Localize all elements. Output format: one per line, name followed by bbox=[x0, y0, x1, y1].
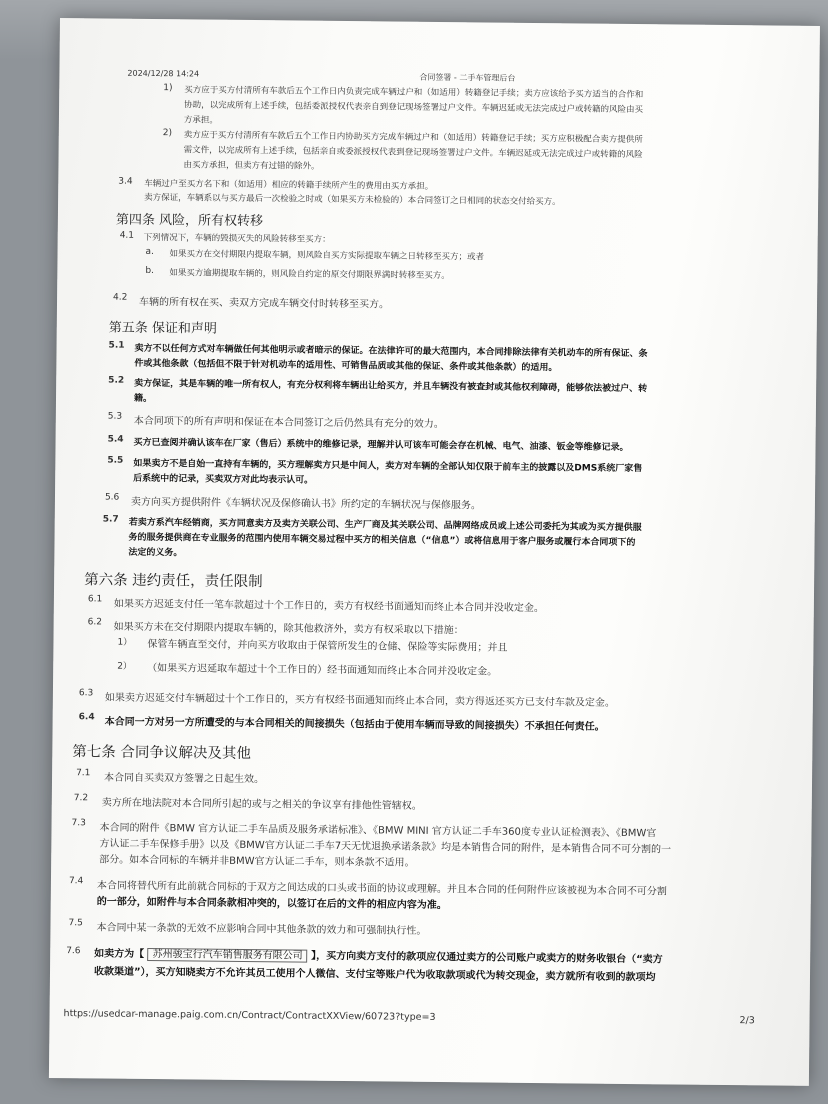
clause-number: 7.5 bbox=[68, 918, 83, 929]
item-number: 2) bbox=[162, 128, 173, 139]
clause-text: 本合同项下的所有声明和保证在本合同签订之后仍然具有充分的效力。 bbox=[133, 415, 444, 431]
clause-number: 7.6 bbox=[66, 946, 81, 957]
clause-text: 本合同的附件《BMW 官方认证二手车品质及服务承诺标准》、《BMW MINI 官方认证二手车360度专业认证检测表》、《BMW官 bbox=[99, 822, 657, 840]
clause-number: 4.1 bbox=[119, 230, 135, 241]
item-number: 1) bbox=[163, 83, 173, 94]
article-heading: 第七条 合同争议解决及其他 bbox=[72, 744, 251, 763]
clause-number: 7.1 bbox=[76, 768, 91, 779]
clause-text: 后系统中的记录，买卖双方对此均表示认可。 bbox=[133, 473, 314, 486]
clause-text: 收款渠道”），买方知晓卖方不允许其员工使用个人微信、支付宝等账户代为收取款项或代为转交现金，卖方就所有收到的款项均 bbox=[93, 966, 656, 984]
clause-text: 协助，以完成所有上述手续，包括委派授权代表亲自到登记现场签署过户文件。车辆迟延或无法完成过户或转籍的风险由买 bbox=[184, 100, 644, 116]
clause-text: 方认证二手车保修手册》以及《BMW官方认证二手车7天无忧退换承诺条款》均是本销售合同的附件，是本销售合同不可分割的一 bbox=[99, 838, 672, 856]
page-url: https://usedcar-manage.paig.com.cn/Contract/ContractXXView/60723?type=3 bbox=[63, 1008, 436, 1023]
item-number: 2） bbox=[117, 661, 132, 672]
clause-number: 7.4 bbox=[68, 876, 84, 887]
clause-number: 7.3 bbox=[71, 818, 86, 829]
clause-number: 5.7 bbox=[102, 514, 119, 525]
print-datetime: 2024/12/28 14:24 bbox=[127, 68, 200, 79]
clause-text: 本合同将替代所有此前就合同标的于双方之间达成的口头或书面的协议或理解。并且本合同的任何附件应该被视为本合同不可分割 bbox=[96, 880, 667, 898]
item-number: a. bbox=[145, 246, 154, 257]
clause-text: 买方已查阅并确认该车在厂家（售后）系统中的维修记录，理解并认可该车可能会存在机械、电气、油漆、钣金等维修记录。 bbox=[133, 437, 629, 453]
clause-number: 5.4 bbox=[107, 434, 124, 445]
clause-number: 5.3 bbox=[107, 411, 123, 422]
clause-number: 6.1 bbox=[87, 594, 103, 605]
clause-number: 5.1 bbox=[108, 340, 125, 351]
article-heading: 第四条 风险，所有权转移 bbox=[115, 212, 264, 230]
clause-text: 如果买方在交付期限内提取车辆，则风险自买方实际提取车辆之日转移至买方；或者 bbox=[169, 249, 485, 263]
clause-text: 车辆的所有权在买、卖双方完成车辆交付时转移至买方。 bbox=[138, 296, 390, 311]
document-page bbox=[49, 18, 820, 1086]
clause-text: 车辆过户至买方名下和（如适用）相应的转籍手续所产生的费用由买方承担。 bbox=[144, 178, 434, 192]
clause-text: 本合同自买卖双方签署之日起生效。 bbox=[103, 772, 265, 786]
clause-suffix: 】，买方向卖方支付的款项应仅通过卖方的公司账户或卖方的财务收银台（“卖方 bbox=[311, 950, 663, 966]
clause-number: 6.3 bbox=[78, 688, 94, 699]
clause-number: 6.4 bbox=[78, 712, 95, 723]
clause-text: 方承担。 bbox=[183, 115, 219, 126]
clause-text: 卖方向买方提供附件《车辆状况及保修确认书》所约定的车辆状况与保修服务。 bbox=[130, 496, 481, 512]
clause-text: 部分。如本合同标的车辆并非BMW官方认证二手车，则本条款不适用。 bbox=[99, 854, 415, 869]
clause-number: 7.2 bbox=[73, 793, 89, 804]
clause-text: 若卖方系汽车经销商，买方同意卖方及卖方关联公司、生产厂商及其关联公司、品牌网络成员或上述公司委托为其或为买方提供服 bbox=[128, 517, 642, 534]
clause-number: 6.2 bbox=[87, 617, 103, 628]
clause-text: 件或其他条款（包括但不限于针对机动车的适用性、可销售品质或其他的保证、条件或其他条款）的适用。 bbox=[134, 358, 558, 374]
clause-text: 卖方保证，车辆系以与买方最后一次检验之时或（如果买方未检验的）本合同签订之日相同的状态交付给买方。 bbox=[144, 192, 561, 208]
clause-number: 5.2 bbox=[108, 375, 125, 386]
clause-text: 卖方应于买方付清所有车款后五个工作日内协助买方完成车辆过户和（如适用）转籍登记手续；买方应积极配合卖方提供所 bbox=[183, 130, 643, 146]
clause-number: 3.4 bbox=[118, 176, 133, 187]
clause-text: 由买方承担，但卖方有过错的除外。 bbox=[183, 160, 320, 172]
clause-text: （如果买方迟延取车超过十个工作日的）经书面通知而终止本合同并没收定金。 bbox=[147, 662, 498, 678]
clause-number: 5.5 bbox=[107, 455, 124, 466]
clause-text: 如果卖方迟延交付车辆超过十个工作日的，买方有权经书面通知而终止本合同，卖方得返还买方已支付车款及定金。 bbox=[104, 692, 615, 709]
page-number: 2/3 bbox=[739, 1015, 755, 1027]
clause-text: 如果买方逾期提取车辆的，则风险自约定的原交付期限界满时转移至买方。 bbox=[169, 268, 450, 282]
clause-text: 如果买方迟延支付任一笔车款超过十个工作日的，卖方有权经书面通知而终止本合同并没收定金。 bbox=[113, 598, 544, 615]
clause-text bbox=[94, 944, 663, 965]
clause-text: 法定的义务。 bbox=[128, 547, 183, 559]
clause-text: 本合同一方对另一方所遭受的与本合同相关的间接损失（包括由于使用车辆而导致的间接损失）不承担任何责任。 bbox=[104, 716, 605, 733]
print-title: 合同签署 - 二手车管理后台 bbox=[419, 72, 516, 83]
clause-text: 买方应于买方付清所有车款后五个工作日内负责完成车辆过户和（如适用）转籍登记手续；卖方应该给予买方适当的合作和 bbox=[184, 85, 644, 101]
seller-company-field[interactable]: 苏州骏宝行汽车销售服务有限公司 bbox=[148, 948, 308, 963]
clause-text: 需文件，以完成所有上述手续，包括亲自或委派授权代表到登记现场签署过户文件。车辆迟延或无法完成过户或转籍的风险 bbox=[183, 145, 643, 161]
clause-text: 下列情况下，车辆的毁损灭失的风险转移至买方： bbox=[143, 232, 331, 245]
clause-text: 本合同中某一条款的无效不应影响合同中其他条款的效力和可强制执行性。 bbox=[96, 922, 427, 937]
clause-text: 如果买方未在交付期限内提取车辆的，除其他救济外，卖方有权采取以下措施： bbox=[113, 621, 464, 637]
clause-text: 卖方保证，其是车辆的唯一所有权人，有充分权利将车辆出让给买方，并且车辆没有被查封或其他权利障碍，能够依法被过户、转 bbox=[134, 378, 648, 395]
article-heading: 第六条 违约责任，责任限制 bbox=[84, 572, 263, 591]
clause-text: 籍。 bbox=[133, 393, 153, 404]
article-heading: 第五条 保证和声明 bbox=[108, 320, 217, 337]
clause-number: 5.6 bbox=[104, 492, 120, 503]
clause-text: 卖方不以任何方式对车辆做任何其他明示或者暗示的保证。在法律许可的最大范围内，本合同排除法律有关机动车的所有保证、条 bbox=[134, 343, 648, 360]
clause-text: 如果卖方不是自始一直持有车辆的，买方理解卖方只是中间人，卖方对车辆的全部认知仅限于前车主的披露以及DMS系统厂家售 bbox=[133, 458, 643, 475]
item-number: 1） bbox=[117, 637, 133, 648]
clause-prefix: 如卖方为【 bbox=[94, 948, 145, 960]
clause-text: 保管车辆直至交付，并向买方收取由于保管所发生的仓储、保险等实际费用；并且 bbox=[147, 638, 508, 654]
clause-text: 卖方所在地法院对本合同所引起的或与之相关的争议享有排他性管辖权。 bbox=[101, 797, 422, 812]
clause-text: 的一部分，如附件与本合同条款相冲突的，以签订在后的文件的相应内容为准。 bbox=[96, 896, 447, 912]
item-number: b. bbox=[145, 265, 154, 276]
clause-text: 务的服务提供商在专业服务的范围内使用车辆交易过程中买方的相关信息（“信息”）或将信息用于客户服务或履行本合同项下的 bbox=[128, 532, 636, 549]
clause-number: 4.2 bbox=[113, 292, 128, 303]
